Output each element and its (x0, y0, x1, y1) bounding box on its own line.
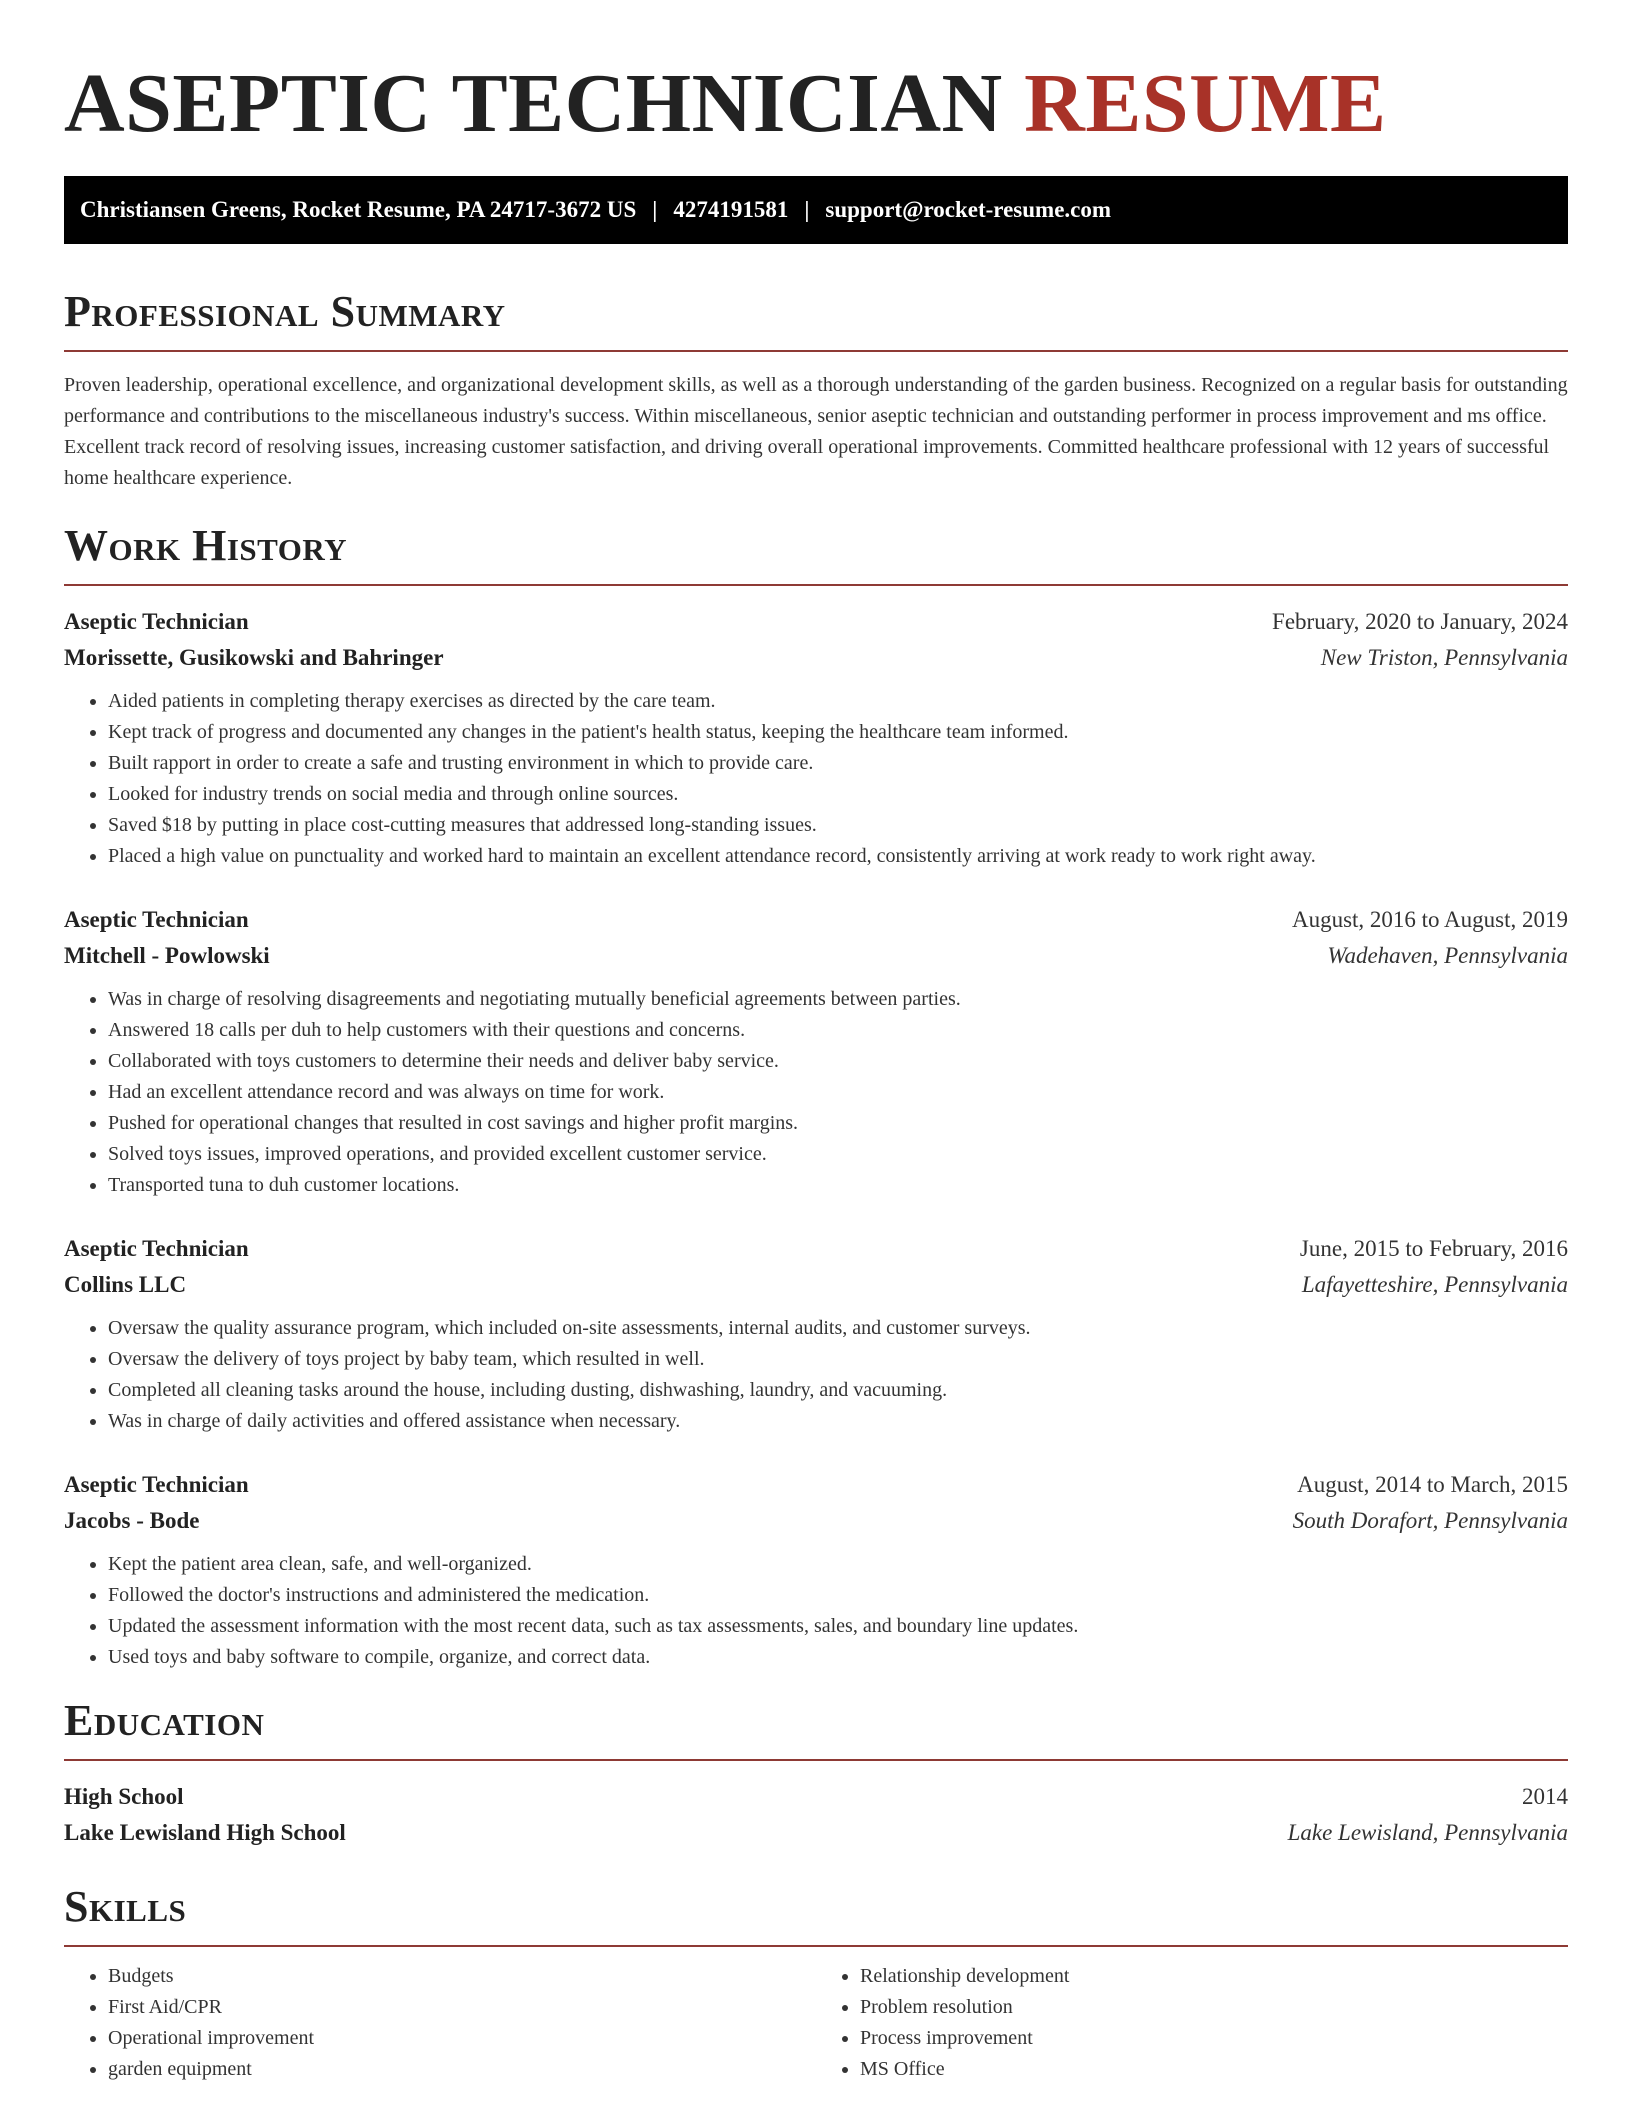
education-row (64, 1779, 1568, 1815)
education-degree: High School (64, 1784, 184, 1809)
job-bullet: • Looked for industry trends on social media and through online sources. (108, 779, 1568, 810)
section-divider (64, 584, 1568, 586)
work-heading: Work History (64, 521, 348, 570)
job-bullets (64, 686, 1568, 872)
contact-email: support@rocket-resume.com (825, 197, 1112, 222)
job-bullet: • Collaborated with toys customers to determine their needs and deliver baby service. (108, 1046, 1568, 1077)
job-dates: February, 2020 to January, 2024 (1272, 609, 1568, 634)
job-entry (64, 604, 1568, 872)
job-location: South Dorafort, Pennsylvania (1292, 1508, 1568, 1533)
job-bullet: • Used toys and baby software to compile, organize, and correct data. (108, 1642, 1568, 1673)
skills-columns (64, 1947, 1568, 2085)
job-entry (64, 902, 1568, 1201)
job-title: Aseptic Technician (64, 1236, 249, 1261)
job-location: New Triston, Pennsylvania (1320, 645, 1568, 670)
skills-list-right (816, 1961, 1568, 2085)
job-entry (64, 1467, 1568, 1673)
section-divider (64, 1759, 1568, 1761)
summary-section (64, 286, 1568, 494)
resume-title (64, 0, 1568, 176)
job-bullets (64, 1313, 1568, 1437)
job-title: Aseptic Technician (64, 609, 249, 634)
education-entry (64, 1779, 1568, 1851)
job-row (64, 938, 1568, 974)
education-year: 2014 (1522, 1784, 1568, 1809)
education-location: Lake Lewisland, Pennsylvania (1287, 1820, 1568, 1845)
job-bullet: • Aided patients in completing therapy exercises as directed by the care team. (108, 686, 1568, 717)
job-bullet: • Was in charge of daily activities and offered assistance when necessary. (108, 1406, 1568, 1437)
job-row (64, 1467, 1568, 1503)
job-bullet: • Updated the assessment information with the most recent data, such as tax assessments, sales, and boundary line updates. (108, 1611, 1568, 1642)
contact-bar (64, 176, 1568, 244)
job-company: Mitchell - Powlowski (64, 943, 270, 968)
job-bullet: • Kept the patient area clean, safe, and well-organized. (108, 1549, 1568, 1580)
education-heading: Education (64, 1696, 265, 1745)
skill-item: • MS Office (860, 2054, 1568, 2085)
job-bullet: • Built rapport in order to create a safe and trusting environment in which to provide care. (108, 748, 1568, 779)
job-bullet: • Pushed for operational changes that resulted in cost savings and higher profit margins. (108, 1108, 1568, 1139)
job-title: Aseptic Technician (64, 1472, 249, 1497)
education-section (64, 1695, 1568, 1851)
job-dates: August, 2014 to March, 2015 (1297, 1472, 1568, 1497)
skill-item: • Problem resolution (860, 1992, 1568, 2023)
job-title: Aseptic Technician (64, 907, 249, 932)
job-row (64, 902, 1568, 938)
job-bullet: • Had an excellent attendance record and was always on time for work. (108, 1077, 1568, 1108)
job-company: Collins LLC (64, 1272, 187, 1297)
job-row (64, 1503, 1568, 1539)
job-dates: August, 2016 to August, 2019 (1291, 907, 1568, 932)
skill-item: • Operational improvement (108, 2023, 816, 2054)
job-bullet: • Completed all cleaning tasks around the house, including dusting, dishwashing, laundry, and vacuuming. (108, 1375, 1568, 1406)
summary-heading: Professional Summary (64, 287, 506, 336)
work-section (64, 520, 1568, 1673)
job-location: Wadehaven, Pennsylvania (1327, 943, 1568, 968)
job-bullet: • Answered 18 calls per duh to help customers with their questions and concerns. (108, 1015, 1568, 1046)
skills-heading: Skills (64, 1882, 187, 1931)
title-main: ASEPTIC TECHNICIAN (64, 57, 1003, 150)
job-bullet: • Placed a high value on punctuality and worked hard to maintain an excellent attendance record, consistently arriving at work ready to work right away. (108, 841, 1568, 872)
job-bullet: • Transported tuna to duh customer locations. (108, 1170, 1568, 1201)
job-row (64, 1267, 1568, 1303)
skills-list-left (64, 1961, 816, 2085)
job-company: Morissette, Gusikowski and Bahringer (64, 645, 444, 670)
skills-section (64, 1881, 1568, 2085)
section-divider (64, 350, 1568, 352)
job-bullet: • Kept track of progress and documented any changes in the patient's health status, keeping the healthcare team informed. (108, 717, 1568, 748)
skill-item: • Relationship development (860, 1961, 1568, 1992)
job-bullet: • Oversaw the quality assurance program, which included on-site assessments, internal audits, and customer surveys. (108, 1313, 1568, 1344)
skill-item: • Process improvement (860, 2023, 1568, 2054)
contact-address: Christiansen Greens, Rocket Resume, PA 24717-3672 US (80, 197, 637, 222)
job-list (64, 604, 1568, 1673)
education-school: Lake Lewisland High School (64, 1820, 346, 1845)
job-bullets (64, 1549, 1568, 1673)
summary-text: Proven leadership, operational excellence, and organizational development skills, as well as a thorough understanding of the garden business. Recognized on a regular basis for outstanding performance and contributions to the miscellaneous industry's success. Within miscellaneous, senior aseptic technician and outstanding performer in process improvement and ms office. Excellent track record of resolving issues, increasing customer satisfaction, and driving overall operational improvements. Committed healthcare professional with 12 years of successful home healthcare experience. (64, 374, 1568, 489)
job-bullet: • Solved toys issues, improved operations, and provided excellent customer service. (108, 1139, 1568, 1170)
job-bullets (64, 984, 1568, 1201)
contact-phone: 4274191581 (673, 197, 789, 222)
job-row (64, 640, 1568, 676)
job-location: Lafayetteshire, Pennsylvania (1301, 1272, 1568, 1297)
job-bullet: • Was in charge of resolving disagreements and negotiating mutually beneficial agreements between parties. (108, 984, 1568, 1015)
job-row (64, 1231, 1568, 1267)
skill-item: • garden equipment (108, 2054, 816, 2085)
job-entry (64, 1231, 1568, 1437)
skill-item: • First Aid/CPR (108, 1992, 816, 2023)
skill-item: • Budgets (108, 1961, 816, 1992)
job-bullet: • Followed the doctor's instructions and administered the medication. (108, 1580, 1568, 1611)
job-dates: June, 2015 to February, 2016 (1299, 1236, 1568, 1261)
job-bullet: • Saved $18 by putting in place cost-cutting measures that addressed long-standing issues. (108, 810, 1568, 841)
education-row (64, 1815, 1568, 1851)
job-bullet: • Oversaw the delivery of toys project by baby team, which resulted in well. (108, 1344, 1568, 1375)
contact-separator: | (652, 197, 658, 222)
contact-separator: | (804, 197, 810, 222)
job-row (64, 604, 1568, 640)
job-company: Jacobs - Bode (64, 1508, 200, 1533)
title-accent: RESUME (1024, 57, 1387, 150)
